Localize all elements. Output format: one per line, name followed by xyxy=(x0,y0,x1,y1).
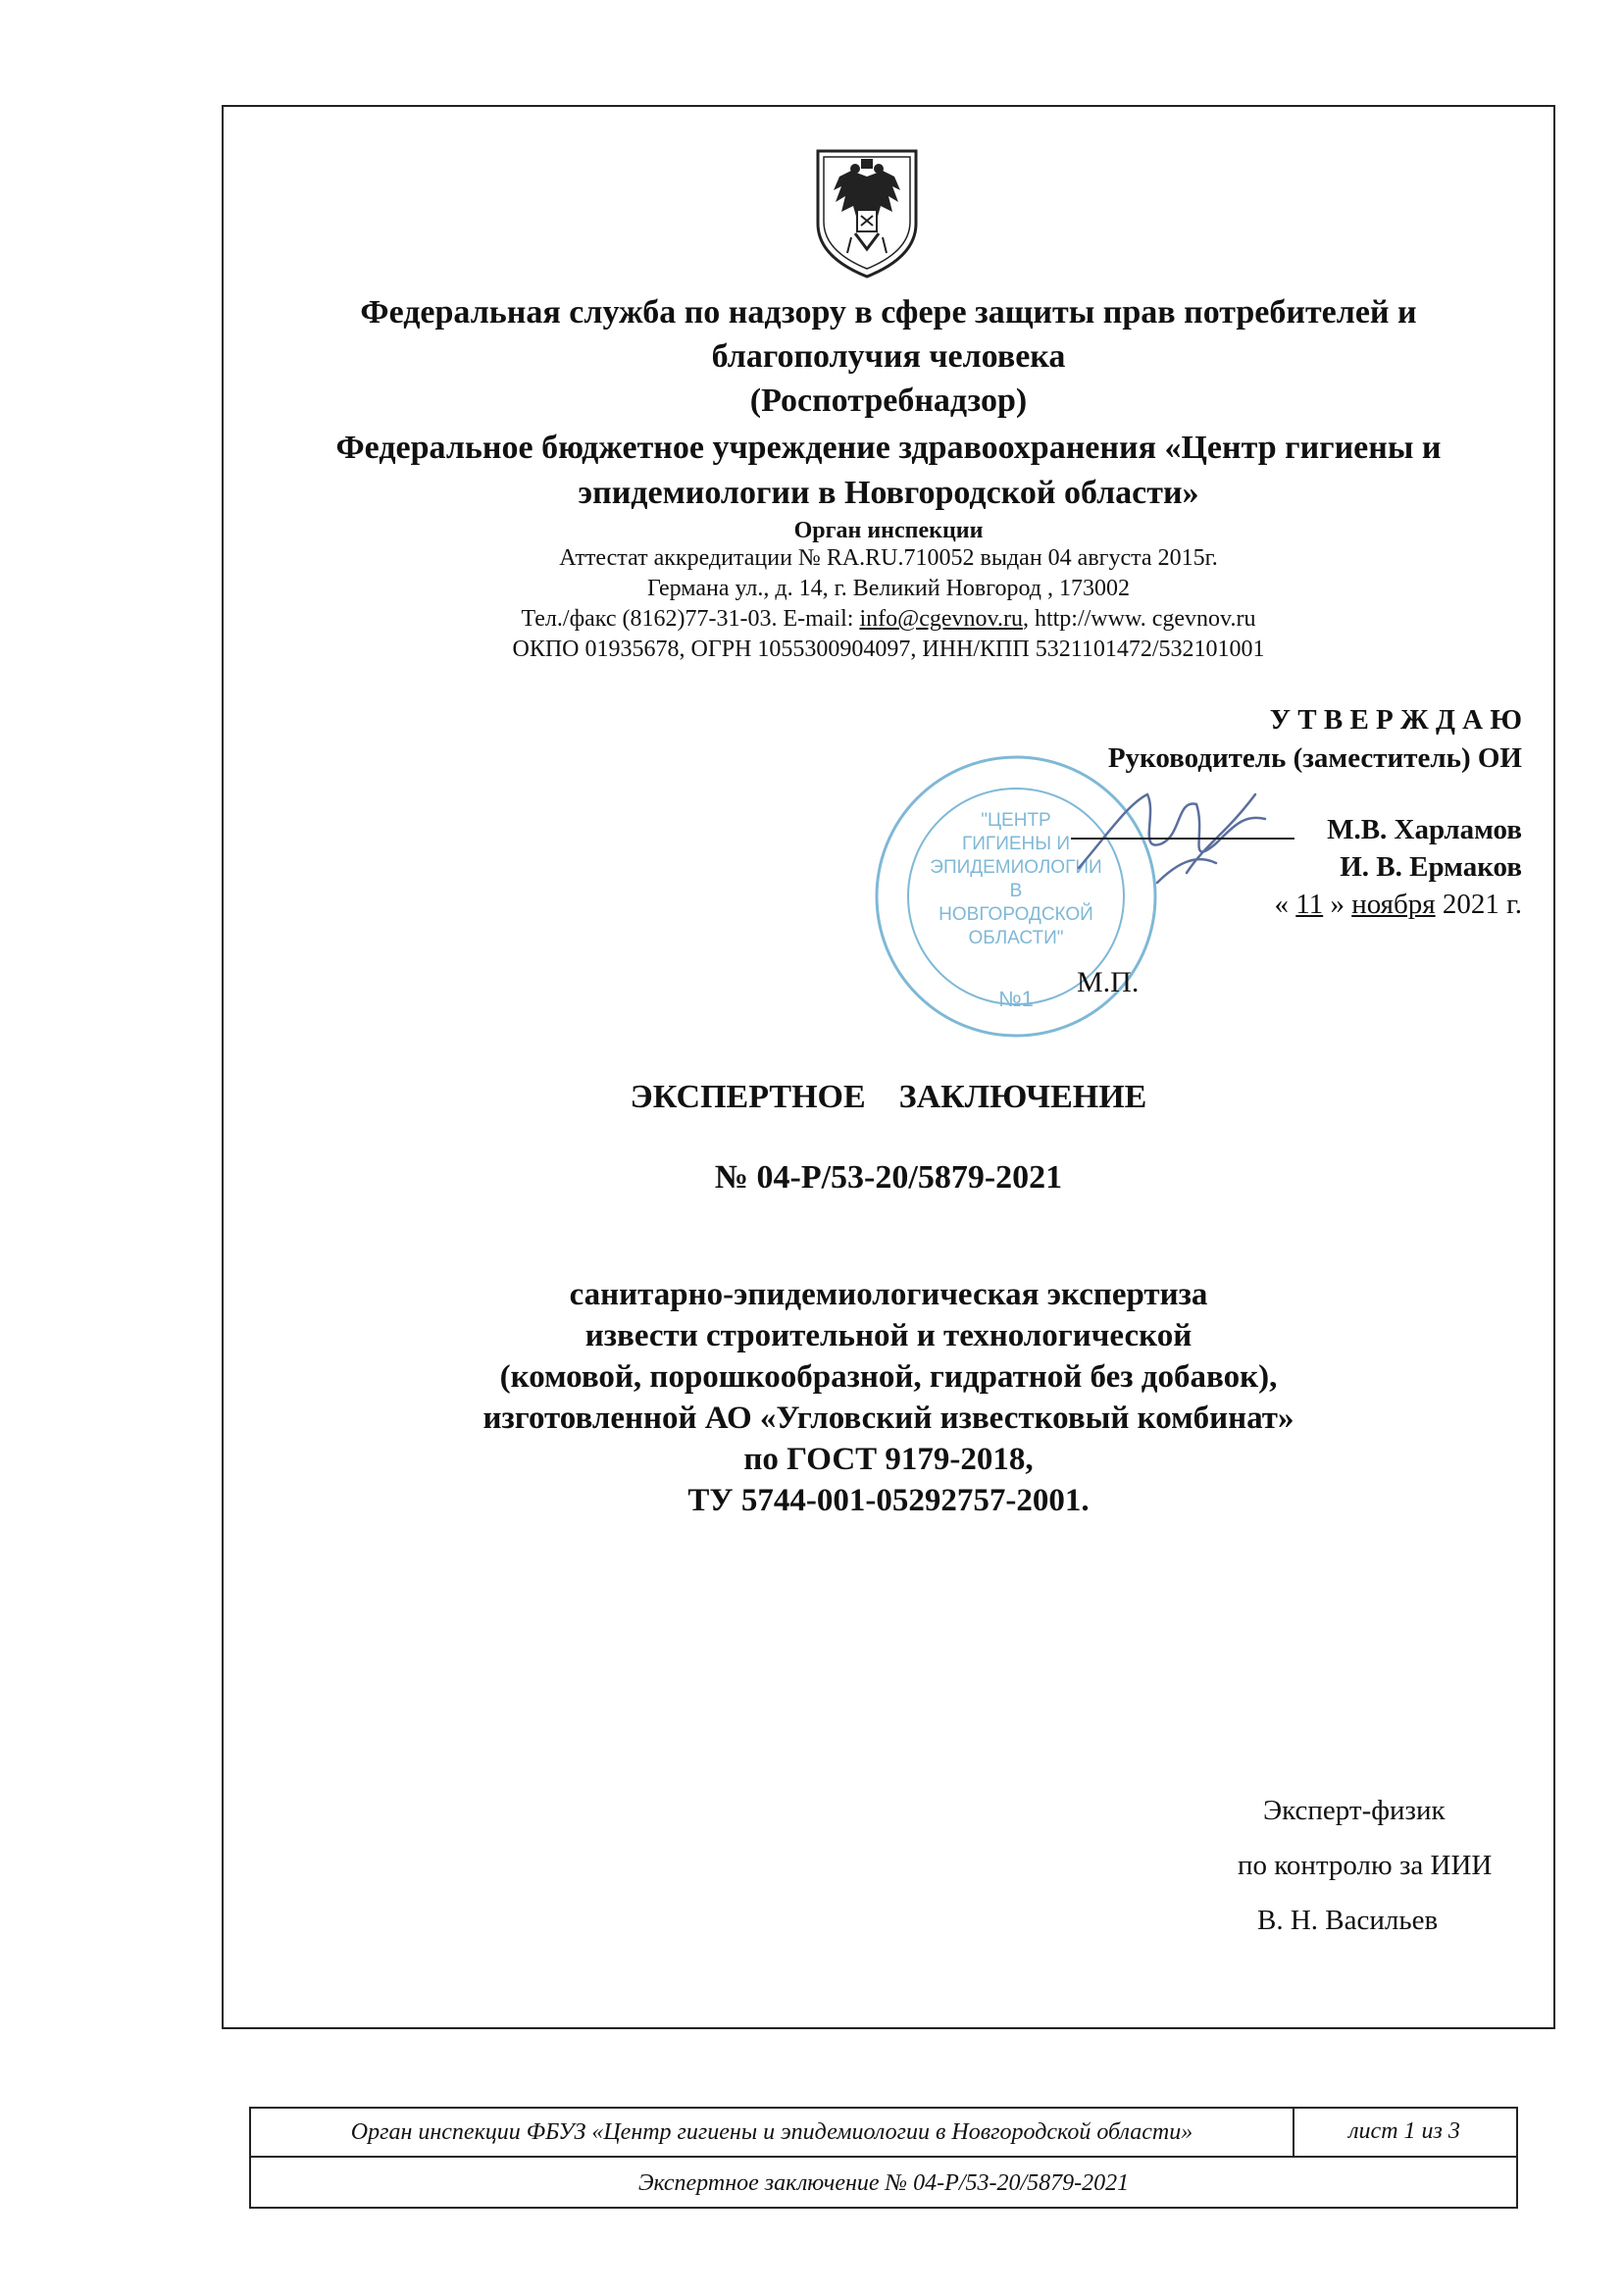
document-title: ЭКСПЕРТНОЕ ЗАКЛЮЧЕНИЕ xyxy=(630,1079,1147,1115)
page-footer xyxy=(249,2107,1518,2209)
expert-role: Эксперт-физик xyxy=(1263,1795,1446,1826)
footer-sheet-number: лист 1 из 3 xyxy=(1348,2118,1460,2144)
email-link[interactable]: info@cgevnov.ru xyxy=(859,606,1023,632)
subject-line-3: (комовой, порошкообразной, гидратной без добавок), xyxy=(499,1359,1278,1395)
stamp-line-2: ГИГИЕНЫ И xyxy=(961,834,1071,854)
date-open: « xyxy=(1274,889,1296,920)
seal-place: М.П. xyxy=(1077,966,1140,998)
coat-of-arms-icon xyxy=(812,147,922,280)
footer-document-reference: Экспертное заключение № 04-Р/53-20/5879-2021 xyxy=(637,2170,1130,2196)
registry-codes: ОКПО 01935678, ОГРН 1055300904097, ИНН/КПП 5321101472/532101001 xyxy=(512,637,1265,662)
stamp-line-1: "ЦЕНТР xyxy=(981,810,1051,831)
contacts-phone: Тел./факс (8162)77-31-03. E-mail: xyxy=(521,606,860,632)
agency-name-line2: благополучия человека xyxy=(711,338,1066,375)
stamp-line-3: ЭПИДЕМИОЛОГИИ xyxy=(930,857,1102,878)
approver-name-1: М.В. Харламов xyxy=(1327,814,1522,845)
contacts xyxy=(222,606,1555,633)
stamp-line-6: ОБЛАСТИ" xyxy=(968,928,1064,948)
institution-name-line2: эпидемиологии в Новгородской области» xyxy=(578,475,1199,511)
approver-position: Руководитель (заместитель) ОИ xyxy=(1107,742,1522,774)
subject-line-4: изготовленной АО «Угловский известковый комбинат» xyxy=(482,1401,1294,1436)
unit-name: Орган инспекции xyxy=(793,518,984,543)
expert-name: В. Н. Васильев xyxy=(1257,1905,1439,1936)
signature-line xyxy=(1071,838,1294,840)
document-number: № 04-Р/53-20/5879-2021 xyxy=(714,1159,1063,1196)
footer-row-1 xyxy=(251,2109,1516,2158)
stamp-line-5: НОВГОРОДСКОЙ xyxy=(939,904,1093,925)
accreditation: Аттестат аккредитации № RA.RU.710052 выдан 04 августа 2015г. xyxy=(559,545,1218,571)
date-day: 11 xyxy=(1295,889,1324,920)
subject-line-2: извести строительной и технологической xyxy=(584,1318,1193,1353)
stamp-number: №1 xyxy=(998,987,1034,1011)
contacts-website: , http://www. cgevnov.ru xyxy=(1022,606,1256,632)
subject-line-5: по ГОСТ 9179-2018, xyxy=(743,1442,1034,1477)
approver-name-2: И. В. Ермаков xyxy=(1340,851,1522,883)
stamp-line-4: В xyxy=(1009,881,1023,901)
agency-short-name: (Роспотребнадзор) xyxy=(749,382,1028,419)
date-mid: » xyxy=(1323,889,1352,920)
expert-role-2: по контролю за ИИИ xyxy=(1238,1850,1493,1881)
address: Германа ул., д. 14, г. Великий Новгород , 173002 xyxy=(646,576,1131,601)
approval-date xyxy=(1275,889,1522,921)
approval-heading: У Т В Е Р Ж Д А Ю xyxy=(1269,704,1522,736)
subject-line-1: санитарно-эпидемиологическая экспертиза xyxy=(569,1277,1208,1312)
footer-organization: Орган инспекции ФБУЗ «Центр гигиены и эпидемиологии в Новгородской области» xyxy=(251,2109,1294,2156)
date-year: 2021 г. xyxy=(1435,889,1522,920)
date-month: ноября xyxy=(1351,889,1436,920)
agency-name-line1: Федеральная служба по надзору в сфере защиты прав потребителей и xyxy=(360,294,1417,331)
subject-line-6: ТУ 5744-001-05292757-2001. xyxy=(687,1483,1090,1518)
institution-name-line1: Федеральное бюджетное учреждение здравоохранения «Центр гигиены и xyxy=(335,430,1442,466)
